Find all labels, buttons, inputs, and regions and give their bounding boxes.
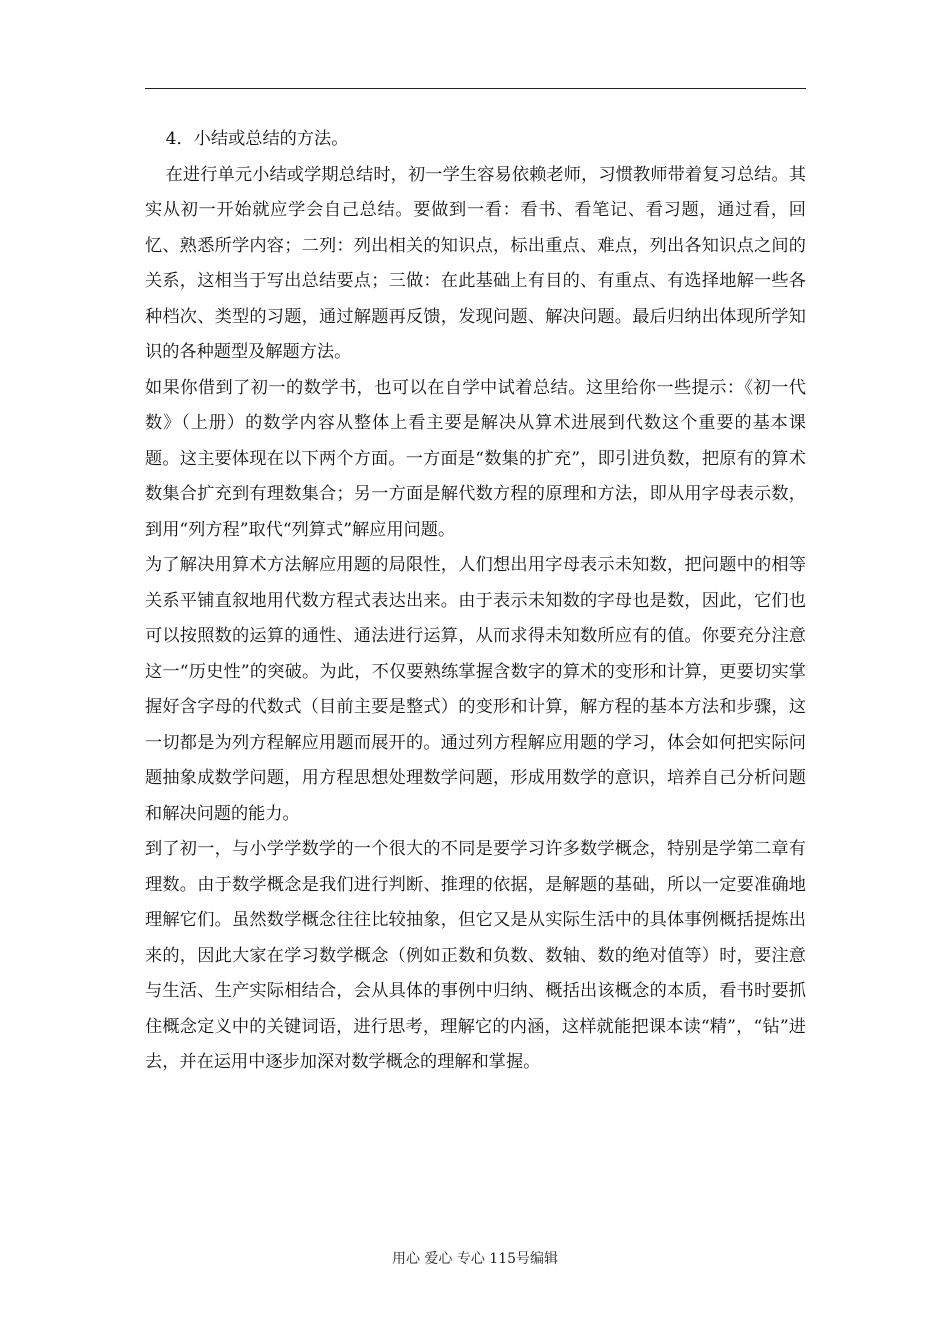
- page-footer: 用心 爱心 专心 115号编辑: [391, 1251, 559, 1267]
- header-rule: [145, 88, 806, 89]
- section-heading: 4．小结或总结的方法。: [165, 129, 349, 149]
- paragraph-algebra-overview: 如果你借到了初一的数学书，也可以在自学中试着总结。这里给你一些提示：《初一代数》（上册）的数学内容从整体上看主要是解决从算术进展到代数这个重要的基本课题。这主要体现在以下两个方面。一方面是“数集的扩充”，即引进负数，把原有的算术数集合扩充到有理数集合；另一方面是解代数方程的原理和方法，即从用字母表示数，到用“列方程”取代“列算式”解应用问题。: [145, 377, 806, 540]
- paragraph-equations: 为了解决用算术方法解应用题的局限性，人们想出用字母表示未知数，把问题中的相等关系平铺直叙地用代数方程式表达出来。由于表示未知数的字母也是数，因此，它们也可以按照数的运算的通性、通法进行运算，从而求得未知数所应有的值。你要充分注意这一“历史性”的突破。为此，不仅要熟练掌握含数字的算术的变形和计算，更要切实掌握好含字母的代数式（目前主要是整式）的变形和计算，解方程的基本方法和步骤，这一切都是为列方程解应用题而展开的。通过列方程解应用题的学习，体会如何把实际问题抽象成数学问题，用方程思想处理数学问题，形成用数学的意识，培养自己分析问题和解决问题的能力。: [145, 555, 806, 824]
- document-body: [145, 122, 806, 1081]
- paragraph-concepts: 到了初一，与小学学数学的一个很大的不同是要学习许多数学概念，特别是学第二章有理数。由于数学概念是我们进行判断、推理的依据，是解题的基础，所以一定要准确地理解它们。虽然数学概念往往比较抽象，但它又是从实际生活中的具体事例概括提炼出来的，因此大家在学习数学概念（例如正数和负数、数轴、数的绝对值等）时，要注意与生活、生产实际相结合，会从具体的事例中归纳、概括出该概念的本质，看书时要抓住概念定义中的关键词语，进行思考，理解它的内涵，这样就能把课本读“精”，“钻”进去，并在运用中逐步加深对数学概念的理解和掌握。: [145, 839, 806, 1072]
- paragraph-summary-method: 在进行单元小结或学期总结时，初一学生容易依赖老师，习惯教师带着复习总结。其实从初一开始就应学会自己总结。要做到一看：看书、看笔记、看习题，通过看，回忆、熟悉所学内容；二列：列出相关的知识点，标出重点、难点，列出各知识点之间的关系，这相当于写出总结要点；三做：在此基础上有目的、有重点、有选择地解一些各种档次、类型的习题，通过解题再反馈，发现问题、解决问题。最后归纳出体现所学知识的各种题型及解题方法。: [145, 164, 806, 362]
